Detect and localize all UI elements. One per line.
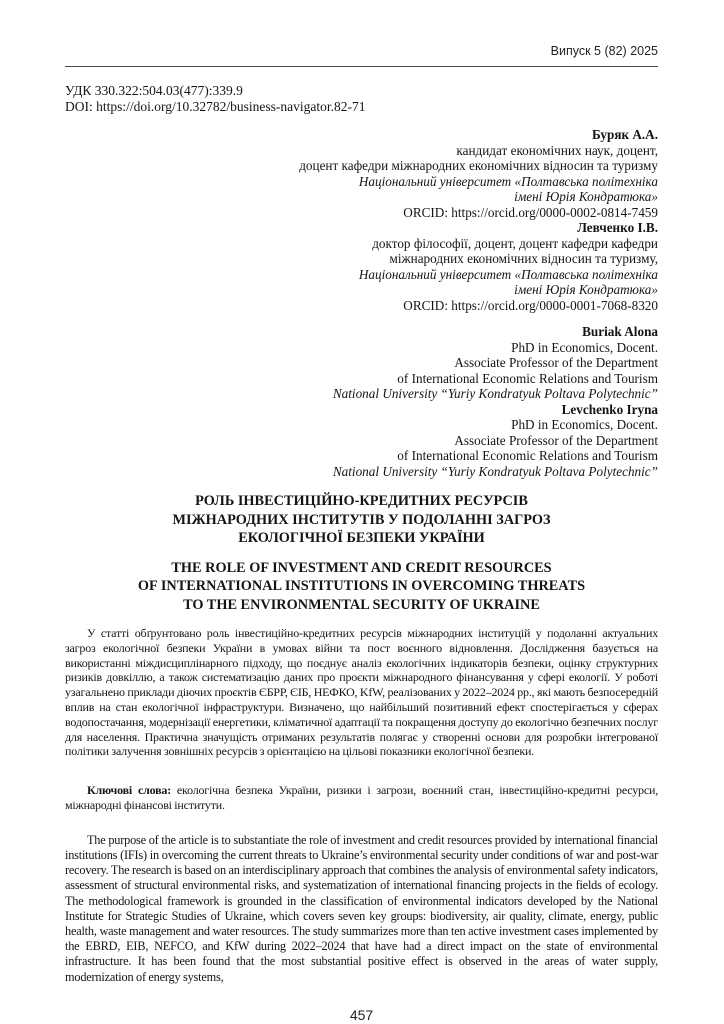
- title-line: TO THE ENVIRONMENTAL SECURITY OF UKRAINE: [183, 596, 540, 613]
- abstract-ukrainian: У статті обґрунтовано роль інвестиційно-кредитних ресурсів міжнародних інституцій у подоланні актуальних загроз екологічної безпеки України в умовах війни та пост воєнного відновлення. Дослідження базується на використанні міждисциплінарного підходу, що поєднує аналіз екологічних індикаторів безпеки, оцінку структурних ризиків довкіллю, а також систематизацію даних про проєкти міжнародного фінансування у сфері екології. У роботі узагальнено приклади діючих проєктів ЄБРР, ЄІБ, НЕФКО, KfW, реалізованих у 2022–2024 рр., які мають безпосередній вплив на стан екологічної інфраструктури. Визначено, що найбільший позитивний ефект спостерігається у сферах водопостачання, модернізації енергетики, кліматичної адаптації та покращення доступу до екологічно безпечних послуг для населення. Практична значущість отриманих результатів полягає у створенні основи для розробки інтегрованої політики залучення зовнішніх ресурсів з орієнтацією на цільові показники екологічної безпеки.: [65, 626, 658, 759]
- author-name: Буряк А.А.: [592, 127, 658, 142]
- author-role-line: PhD in Economics, Docent.: [511, 417, 658, 432]
- author-affiliation-line: імені Юрія Кондратюка»: [514, 189, 658, 204]
- author-affiliation-line: Національний університет «Полтавська політехніка: [358, 173, 658, 189]
- article-title-ukrainian: [65, 492, 658, 548]
- page-number: 457: [349, 1007, 374, 1024]
- keywords-text: екологічна безпека України, ризики і загрози, воєнний стан, інвестиційно-кредитні ресурси, міжнародні фінансові інститути.: [65, 783, 658, 812]
- author-affiliation-line: National University “Yuriy Kondratyuk Poltava Polytechnic”: [332, 463, 658, 479]
- author-role-line: міжнародних економічних відносин та туризму,: [389, 251, 658, 266]
- article-title-english: [65, 559, 658, 615]
- author-role-line: доцент кафедри міжнародних економічних відносин та туризму: [299, 158, 658, 173]
- article-meta: [65, 83, 658, 115]
- author-block: [65, 127, 658, 220]
- author-affiliation-line: Національний університет «Полтавська політехніка: [358, 266, 658, 282]
- doi-line: DOI: https://doi.org/10.32782/business-navigator.82-71: [65, 99, 366, 114]
- title-line: ЕКОЛОГІЧНОЇ БЕЗПЕКИ УКРАЇНИ: [238, 530, 485, 546]
- author-orcid: ORCID: https://orcid.org/0000-0002-0814-7459: [403, 204, 658, 220]
- author-role-line: доктор філософії, доцент, доцент кафедри кафедри: [372, 235, 658, 251]
- abstract-english: The purpose of the article is to substantiate the role of investment and credit resources provided by international financial institutions (IFIs) in overcoming the current threats to Ukraine’s environmental security under conditions of war and post-war recovery. The research is based on an interdisciplinary approach that combines the analysis of environmental safety indicators, assessment of structural environmental risks, and systematization of international financing projects in the fields of ecology. The methodological framework is grounded in the classification of environmental indicators developed by the National Institute for Strategic Studies of Ukraine, which covers seven key groups: biodiversity, air quality, climate, energy, public health, waste management and water resources. The study summarizes more than ten active investment cases implemented by the EBRD, EIB, NEFCO, and KfW during 2022–2024 that have had a direct impact on the state of environmental infrastructure. It has been found that the most substantial positive effect is observed in the areas of water supply, modernization of energy systems,: [65, 832, 658, 984]
- author-role-line: кандидат економічних наук, доцент,: [456, 142, 658, 158]
- title-line: МІЖНАРОДНИХ ІНСТИТУТІВ У ПОДОЛАННІ ЗАГРОЗ: [172, 511, 551, 528]
- author-name: Левченко І.В.: [577, 220, 658, 235]
- author-block: [65, 324, 658, 402]
- author-role-line: Associate Professor of the Department: [454, 355, 658, 370]
- author-affiliation-line: імені Юрія Кондратюка»: [514, 282, 658, 297]
- author-role-line: PhD in Economics, Docent.: [511, 339, 658, 355]
- udc-line: УДК 330.322:504.03(477):339.9: [65, 83, 243, 98]
- keywords-paragraph: [65, 783, 658, 813]
- author-name: Levchenko Iryna: [561, 401, 658, 417]
- author-name: Buriak Alona: [582, 324, 658, 339]
- author-role-line: of International Economic Relations and Tourism: [397, 370, 658, 386]
- title-line: РОЛЬ ІНВЕСТИЦІЙНО-КРЕДИТНИХ РЕСУРСІВ: [195, 493, 528, 509]
- author-block: [65, 220, 658, 313]
- author-role-line: of International Economic Relations and Tourism: [397, 448, 658, 463]
- author-role-line: Associate Professor of the Department: [454, 432, 658, 448]
- issue-label: Випуск 5 (82) 2025: [550, 44, 658, 58]
- authors-ukrainian: [65, 127, 658, 313]
- author-affiliation-line: National University “Yuriy Kondratyuk Poltava Polytechnic”: [332, 386, 658, 401]
- keywords-label: Ключові слова:: [87, 783, 171, 798]
- title-line: OF INTERNATIONAL INSTITUTIONS IN OVERCOMING THREATS: [137, 578, 586, 594]
- author-orcid: ORCID: https://orcid.org/0000-0001-7068-8320: [403, 297, 658, 313]
- authors-english: [65, 324, 658, 479]
- author-block: [65, 402, 658, 480]
- header-divider: [65, 66, 658, 67]
- title-line: THE ROLE OF INVESTMENT AND CREDIT RESOURCES: [171, 559, 552, 576]
